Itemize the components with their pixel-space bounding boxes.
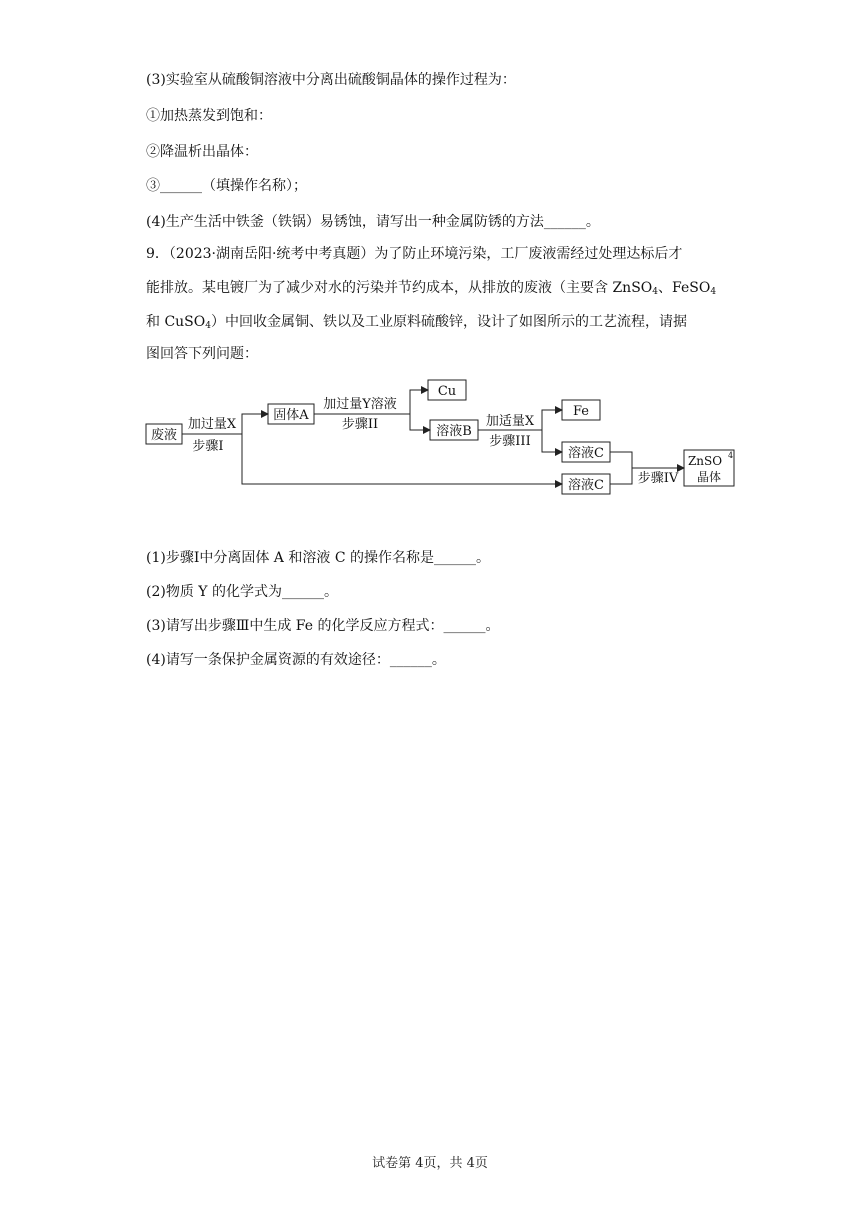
label-cu: Cu xyxy=(437,384,457,399)
q8-step1: ①加热蒸发到饱和： xyxy=(146,108,272,124)
page-footer: 试卷第 4页，共 4页 xyxy=(372,1156,488,1171)
label-sol-c2: 溶液C xyxy=(568,478,604,493)
q8-part4: (4)生产生活中铁釜（铁锅）易锈蚀，请写出一种金属防锈的方法______。 xyxy=(146,214,600,230)
label-crystal: 晶体 xyxy=(696,470,722,484)
q9-line2 xyxy=(146,278,716,298)
q9-line2-b: 、FeSO xyxy=(658,280,711,296)
label-step2: 步骤II xyxy=(341,417,379,432)
label-add-x2: 加适量X xyxy=(485,414,535,429)
label-step3: 步骤III xyxy=(489,434,531,449)
q9-line3-b: ）中回收金属铜、铁以及工业原料硫酸锌，设计了如图所示的工艺流程，请据 xyxy=(210,314,687,330)
label-add-x: 加过量X xyxy=(187,417,237,432)
q9-line3-a: 和 CuSO xyxy=(146,314,206,330)
label-solid-a: 固体A xyxy=(273,408,309,423)
label-znso4: ZnSO xyxy=(687,454,723,468)
q9-question-1: (1)步骤Ⅰ中分离固体 A 和溶液 C 的操作名称是______。 xyxy=(146,550,490,566)
q9-question-3: (3)请写出步骤Ⅲ中生成 Fe 的化学反应方程式：______。 xyxy=(146,618,500,634)
q8-part3: (3)实验室从硫酸铜溶液中分离出硫酸铜晶体的操作过程为： xyxy=(146,72,516,88)
label-sol-b: 溶液B xyxy=(436,424,472,439)
label-waste: 废液 xyxy=(150,428,178,443)
label-znso4-sub: 4 xyxy=(728,451,734,460)
label-step4: 步骤IV xyxy=(637,471,679,486)
q9-question-2: (2)物质 Y 的化学式为______。 xyxy=(146,584,338,600)
q9-line4: 图回答下列问题： xyxy=(146,346,258,362)
label-add-y: 加过量Y溶液 xyxy=(323,397,397,412)
label-step1: 步骤I xyxy=(192,439,224,454)
q9-question-4: (4)请写一条保护金属资源的有效途径：______。 xyxy=(146,652,446,668)
process-flow-diagram xyxy=(140,370,740,500)
q9-line2-a: 能排放。某电镀厂为了减少对水的污染并节约成本，从排放的废液（主要含 ZnSO xyxy=(146,280,653,296)
q9-sub-a: 4 xyxy=(652,287,658,297)
q9-sub-b: 4 xyxy=(710,287,717,297)
label-fe: Fe xyxy=(572,404,590,419)
q8-step2: ②降温析出晶体： xyxy=(146,144,258,160)
q9-sub-c: 4 xyxy=(205,321,211,331)
q9-line3 xyxy=(146,312,687,332)
q8-step3: ③______（填操作名称）； xyxy=(146,178,307,194)
label-sol-c1: 溶液C xyxy=(568,446,604,461)
q9-line1: 9．（2023·湖南岳阳·统考中考真题）为了防止环境污染，工厂废液需经过处理达标后才 xyxy=(146,246,683,262)
